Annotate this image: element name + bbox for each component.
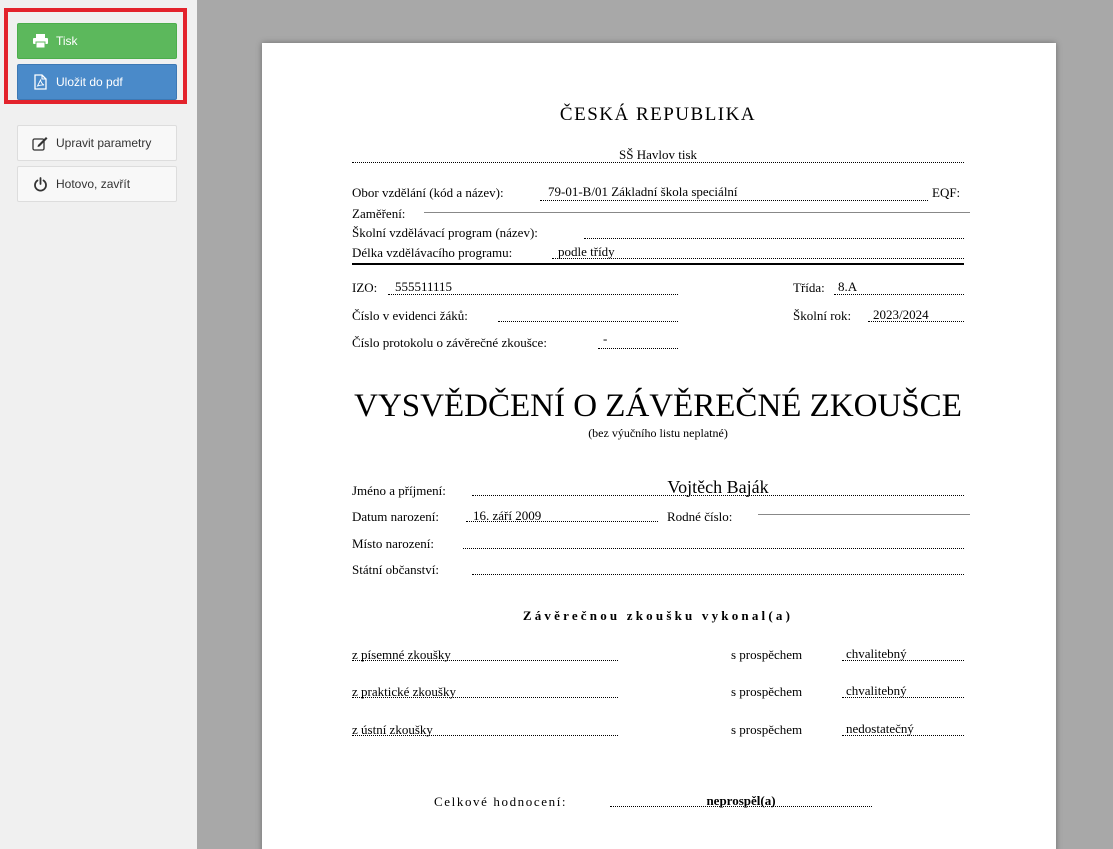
obcanstvi-label: Státní občanství: [352,562,440,577]
exam-grade: nedostatečný [846,721,914,736]
print-button-label: Tisk [56,34,78,48]
sidebar [0,0,197,849]
exam-prospech-label: s prospěchem [731,647,803,662]
protokol-value: - [603,331,608,346]
jmeno-line [472,495,964,496]
done-close-button[interactable] [17,166,177,202]
delka-line [552,258,964,259]
protokol-label: Číslo protokolu o závěrečné zkoušce: [352,335,547,350]
misto-line [463,548,964,549]
exam-line [352,735,618,736]
grade-line [842,735,964,736]
celkove-value: neprospěl(a) [706,793,776,808]
celkove-label: Celkové hodnocení: [434,794,568,809]
exam-grade: chvalitebný [846,646,907,661]
evidence-label: Číslo v evidenci žáků: [352,308,468,323]
obor-value: 79-01-B/01 Základní škola speciální [548,184,738,199]
misto-label: Místo narození: [352,536,434,551]
obcanstvi-line [472,574,964,575]
rok-line [868,321,964,322]
jmeno-value: Vojtěch Baják [667,477,769,497]
print-button[interactable] [17,23,177,59]
certificate-subtitle: (bez výučního listu neplatné) [588,426,728,440]
certificate-title: VYSVĚDČENÍ O ZÁVĚREČNÉ ZKOUŠCE [354,388,962,424]
datum-value: 16. září 2009 [473,508,542,523]
evidence-line [498,321,678,322]
datum-label: Datum narození: [352,509,439,524]
rok-value: 2023/2024 [873,307,929,322]
school-line [352,162,964,163]
trida-label: Třída: [793,280,825,295]
save-pdf-button-label: Uložit do pdf [56,75,123,89]
izo-value: 555511115 [395,279,453,294]
grade-line [842,660,964,661]
datum-line [466,521,658,522]
rc-line [758,514,970,515]
exam-name: z ústní zkoušky [352,722,433,737]
grade-line [842,697,964,698]
obor-label: Obor vzdělání (kód a název): [352,185,504,200]
power-icon [32,176,48,192]
exam-prospech-label: s prospěchem [731,722,803,737]
trida-value: 8.A [838,279,858,294]
exam-prospech-label: s prospěchem [731,684,803,699]
edit-parameters-button[interactable] [17,125,177,161]
delka-value: podle třídy [558,244,615,259]
eqf-label: EQF: [932,185,961,200]
pdf-file-icon [32,74,48,90]
rc-label: Rodné číslo: [667,509,733,524]
edit-parameters-label: Upravit parametry [56,136,152,150]
school-name: SŠ Havlov tisk [618,147,697,162]
rok-label: Školní rok: [793,308,852,323]
svp-label: Školní vzdělávací program (název): [352,225,538,240]
zamereni-line [424,212,970,213]
svp-line [584,238,964,239]
done-close-label: Hotovo, zavřít [56,177,131,191]
zamereni-label: Zaměření: [352,206,406,221]
izo-label: IZO: [352,280,378,295]
izo-line [388,294,678,295]
header-divider [352,263,964,265]
celkove-line [610,806,872,807]
exam-grade: chvalitebný [846,683,907,698]
exam-line [352,697,618,698]
exam-line [352,660,618,661]
protokol-line [598,348,678,349]
exam-heading: Závěrečnou zkoušku vykonal(a) [522,608,794,623]
save-pdf-button[interactable] [17,64,177,100]
exam-name: z písemné zkoušky [352,647,451,662]
edit-icon [32,135,48,151]
trida-line [834,294,964,295]
exam-name: z praktické zkoušky [352,684,456,699]
country-heading: ČESKÁ REPUBLIKA [559,104,757,125]
printer-icon [32,33,48,49]
jmeno-label: Jméno a příjmení: [352,483,446,498]
delka-label: Délka vzdělávacího programu: [352,245,513,260]
obor-line [540,200,928,201]
